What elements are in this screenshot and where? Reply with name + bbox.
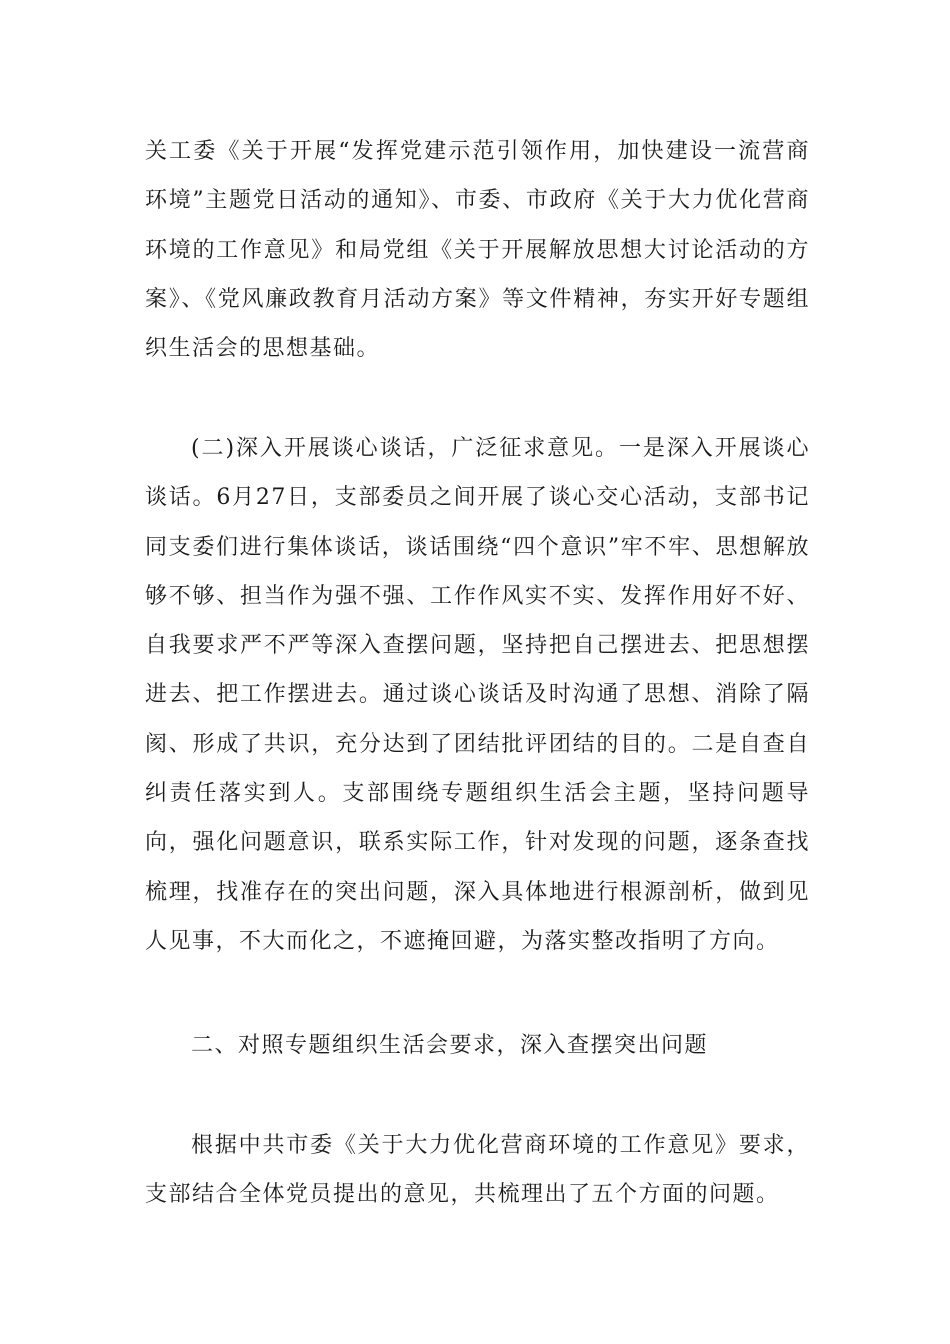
paragraph-problems-intro: 根据中共市委《关于大力优化营商环境的工作意见》要求，支部结合全体党员提出的意见，共梳理出了五个方面的问题。 xyxy=(145,1133,810,1208)
section-heading: 二、对照专题组织生活会要求，深入查摆突出问题 xyxy=(191,1033,709,1058)
paragraph-talks: (二)深入开展谈心谈话，广泛征求意见。一是深入开展谈心谈话。6月27日，支部委员之间开展了谈心交心活动，支部书记同支委们进行集体谈话，谈话围绕“四个意识”牢不牢、思想解放够不够、担当作为强不强、工作作风实不实、发挥作用好不好、自我要求严不严等深入查摆问题，坚持把自己摆进去、把思想摆进去、把工作摆进去。通过谈心谈话及时沟通了思想、消除了隔阂、形成了共识，充分达到了团结批评团结的目的。二是自查自纠责任落实到人。支部围绕专题组织生活会主题，坚持问题导向，强化问题意识，联系实际工作，针对发现的问题，逐条查找梳理，找准存在的突出问题，深入具体地进行根源剖析，做到见人见事，不大而化之，不遮掩回避，为落实整改指明了方向。 xyxy=(145,436,810,954)
paragraph-continuation: 关工委《关于开展“发挥党建示范引领作用，加快建设一流营商环境”主题党日活动的通知》、市委、市政府《关于大力优化营商环境的工作意见》和局党组《关于开展解放思想大讨论活动的方案》、《党风廉政教育月活动方案》等文件精神，夯实开好专题组织生活会的思想基础。 xyxy=(145,139,810,362)
